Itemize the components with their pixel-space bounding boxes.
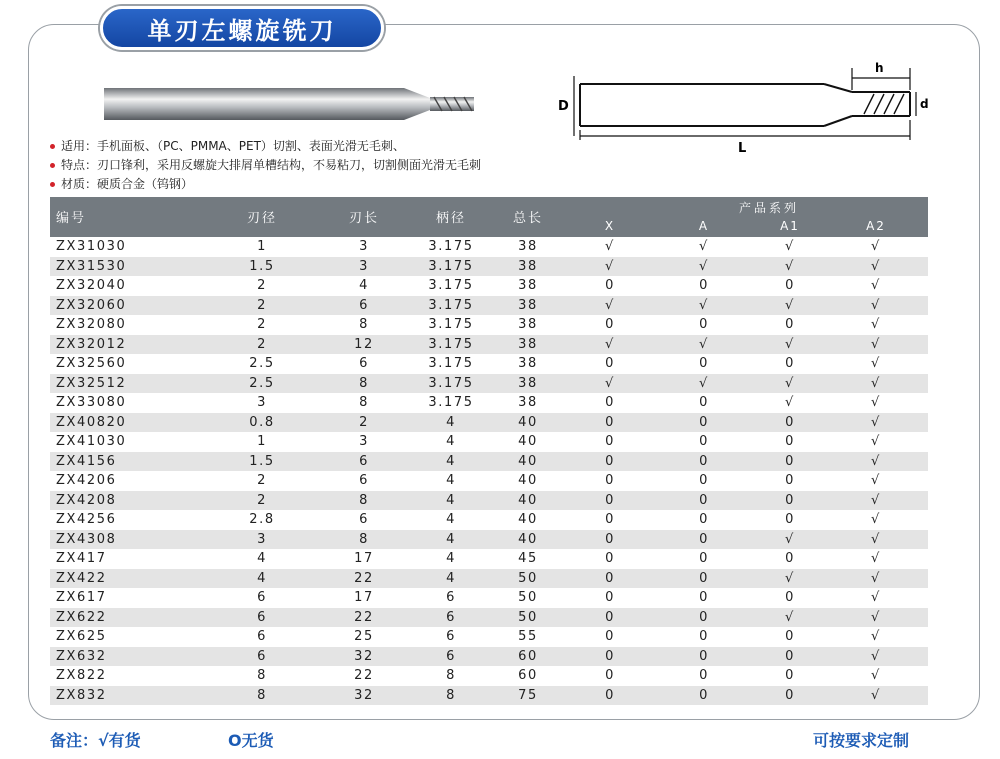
table-cell: 55 [518,629,538,644]
table-row [50,276,928,296]
table-cell: 3 [257,395,267,410]
header-shank-diameter: 柄径 [435,211,466,226]
table-cell: 0 [699,356,709,371]
table-row [50,257,928,277]
table-cell: 4 [446,492,456,508]
table-cell: 0 [699,648,709,664]
table-cell: 0 [785,551,795,566]
table-cell: 60 [518,668,538,683]
table-cell: 2 [257,336,267,352]
end-mill-dimension-diagram [552,56,942,156]
table-cell: 8 [359,492,369,508]
table-row [50,354,928,374]
table-cell: 3 [359,258,369,274]
table-cell: 0.8 [249,414,275,430]
table-cell: 0 [605,531,615,547]
table-cell: 0 [785,278,795,293]
table-cell: √ [871,317,881,332]
table-row [50,510,928,530]
table-body [50,237,928,705]
table-cell: 22 [354,668,374,683]
table-cell: 0 [785,356,795,371]
table-cell: 0 [605,317,615,332]
table-cell: √ [871,590,881,605]
table-cell: ZX832 [56,687,107,703]
table-cell: 4 [446,512,456,527]
table-cell: 0 [699,317,709,332]
table-cell: 50 [518,590,538,605]
table-cell: 8 [359,531,369,547]
table-cell: ZX632 [56,648,107,664]
table-row [50,608,928,628]
table-cell: √ [871,258,881,274]
table-cell: 38 [518,278,538,293]
table-cell: √ [871,239,881,254]
table-cell: √ [785,336,795,352]
header-product-series: 产品系列 [738,201,799,215]
table-cell: 0 [785,453,795,469]
table-cell: 50 [518,609,538,625]
table-cell: 8 [446,668,456,683]
table-cell: √ [871,356,881,371]
table-cell: 0 [605,453,615,469]
table-cell: 0 [699,473,709,488]
table-cell: 38 [518,356,538,371]
table-cell: 3.175 [428,375,474,391]
header-series-a: A [698,219,710,233]
table-cell: √ [699,258,709,274]
table-cell: 8 [359,395,369,410]
table-cell: 38 [518,297,538,313]
table-cell: √ [871,512,881,527]
table-cell: 2 [257,317,267,332]
table-cell: 0 [605,473,615,488]
bullet-icon [50,163,55,168]
header-series-a1: A1 [780,219,800,233]
legend-out-of-stock: O无货 [228,731,274,750]
table-cell: 4 [446,531,456,547]
table-cell: 0 [785,648,795,664]
header-code: 编号 [56,211,87,226]
table-cell: 60 [518,648,538,664]
table-cell: 3.175 [428,297,474,313]
table-cell: 0 [699,551,709,566]
table-cell: 4 [446,453,456,469]
table-cell: 3 [359,434,369,449]
table-cell: 0 [605,687,615,703]
table-cell: 17 [354,551,374,566]
table-cell: 25 [354,629,374,644]
table-row [50,452,928,472]
table-cell: 6 [359,512,369,527]
table-row [50,627,928,647]
label-flute-length: h [875,61,884,75]
table-cell: 3.175 [428,395,474,410]
table-cell: 0 [785,629,795,644]
table-cell: ZX32512 [56,375,127,391]
table-cell: √ [785,239,795,254]
table-cell: 38 [518,336,538,352]
table-cell: 0 [605,492,615,508]
table-cell: 2 [257,473,267,488]
table-cell: 0 [785,434,795,449]
table-cell: 0 [605,590,615,605]
table-cell: 0 [699,414,709,430]
table-cell: ZX32012 [56,336,127,352]
table-cell: 6 [359,297,369,313]
table-cell: √ [785,297,795,313]
table-row [50,530,928,550]
table-cell: √ [871,629,881,644]
table-cell: 4 [446,434,456,449]
table-cell: 4 [446,414,456,430]
table-cell: ZX32560 [56,356,127,371]
table-cell: 0 [785,414,795,430]
table-cell: 6 [446,629,456,644]
table-cell: 0 [699,512,709,527]
table-cell: ZX41030 [56,434,127,449]
table-cell: 4 [446,473,456,488]
table-cell: 12 [354,336,374,352]
table-cell: ZX32040 [56,278,127,293]
table-cell: 8 [257,668,267,683]
table-cell: 6 [257,629,267,644]
table-cell: 40 [518,512,538,527]
table-row [50,315,928,335]
table-cell: √ [785,258,795,274]
table-cell: 0 [785,668,795,683]
table-cell: 3.175 [428,336,474,352]
table-cell: ZX31530 [56,258,127,274]
spec-table [50,197,928,705]
table-cell: 40 [518,473,538,488]
table-cell: 0 [699,668,709,683]
table-cell: 4 [257,570,267,586]
table-cell: 0 [699,687,709,703]
table-cell: 45 [518,551,538,566]
header-series-x: X [604,219,616,233]
table-cell: 17 [354,590,374,605]
table-cell: 32 [354,687,374,703]
header-overall-length: 总长 [512,211,543,226]
table-cell: 3.175 [428,317,474,332]
table-row [50,549,928,569]
table-cell: ZX40820 [56,414,127,430]
table-cell: 6 [257,590,267,605]
table-cell: √ [605,375,615,391]
bullet-icon [50,144,55,149]
table-row [50,491,928,511]
table-cell: 0 [699,453,709,469]
table-cell: 3 [257,531,267,547]
table-cell: 6 [446,609,456,625]
table-cell: 38 [518,258,538,274]
label-shank-diameter: D [558,99,569,114]
table-cell: 8 [359,375,369,391]
table-cell: 2 [257,297,267,313]
table-cell: √ [871,570,881,586]
table-cell: 6 [257,609,267,625]
table-cell: 0 [785,687,795,703]
header-cutting-diameter: 刃径 [246,211,277,226]
table-cell: √ [699,239,709,254]
table-cell: ZX622 [56,609,107,625]
table-cell: √ [871,473,881,488]
table-cell: 8 [257,687,267,703]
table-cell: 3.175 [428,278,474,293]
table-cell: 6 [359,473,369,488]
table-cell: √ [785,395,795,410]
table-cell: 38 [518,317,538,332]
table-cell: 2.8 [249,512,275,527]
table-cell: 3 [359,239,369,254]
note-features: 特点：刃口锋利，采用反螺旋大排屑单槽结构，不易粘刀，切割侧面光滑无毛刺 [50,156,481,175]
table-cell: 0 [699,434,709,449]
bullet-icon [50,182,55,187]
table-cell: 0 [699,492,709,508]
table-row [50,588,928,608]
table-row [50,296,928,316]
end-mill-photo [100,82,480,126]
table-row [50,335,928,355]
table-cell: ZX4206 [56,473,117,488]
table-cell: 38 [518,395,538,410]
table-cell: 22 [354,609,374,625]
table-cell: 6 [359,356,369,371]
table-cell: 0 [605,356,615,371]
table-cell: √ [605,258,615,274]
table-row [50,237,928,257]
table-cell: 0 [785,492,795,508]
label-overall-length: L [738,141,747,156]
table-cell: √ [605,336,615,352]
table-row [50,686,928,706]
table-cell: 2.5 [249,356,275,371]
table-cell: ZX617 [56,590,107,605]
table-cell: 4 [359,278,369,293]
table-cell: √ [871,336,881,352]
table-header [50,197,928,237]
table-cell: ZX4208 [56,492,117,508]
table-row [50,647,928,667]
table-cell: 40 [518,531,538,547]
table-cell: 2 [257,492,267,508]
table-cell: 6 [446,648,456,664]
table-cell: 0 [699,395,709,410]
table-cell: √ [785,375,795,391]
table-cell: 8 [446,687,456,703]
table-row [50,413,928,433]
table-cell: 40 [518,414,538,430]
product-notes [50,137,481,194]
table-cell: ZX625 [56,629,107,644]
table-cell: √ [871,609,881,625]
table-cell: 3.175 [428,239,474,254]
table-cell: 2.5 [249,375,275,391]
header-series-a2: A2 [866,219,886,233]
table-cell: √ [785,531,795,547]
table-cell: 32 [354,648,374,664]
table-cell: √ [871,395,881,410]
table-cell: √ [605,297,615,313]
table-cell: √ [785,570,795,586]
table-cell: √ [699,336,709,352]
table-cell: 0 [605,570,615,586]
label-cutting-diameter: d [920,97,929,111]
table-cell: 1 [257,434,267,449]
table-cell: 3.175 [428,258,474,274]
table-cell: ZX417 [56,551,107,566]
table-cell: 0 [605,629,615,644]
table-cell: 0 [785,512,795,527]
table-cell: 0 [785,317,795,332]
table-cell: 6 [359,453,369,469]
table-cell: 50 [518,570,538,586]
table-cell: 0 [785,590,795,605]
table-cell: 2 [359,414,369,430]
table-cell: 0 [785,473,795,488]
table-cell: ZX822 [56,668,107,683]
table-cell: √ [871,434,881,449]
table-cell: ZX31030 [56,239,127,254]
table-cell: ZX4308 [56,531,117,547]
table-cell: √ [605,239,615,254]
table-cell: 0 [605,551,615,566]
table-cell: √ [871,414,881,430]
table-cell: 1.5 [249,453,275,469]
table-cell: 0 [699,278,709,293]
table-cell: ZX32060 [56,297,127,313]
table-cell: 0 [605,512,615,527]
table-cell: ZX4156 [56,453,117,469]
table-cell: ZX422 [56,570,107,586]
table-cell: 40 [518,453,538,469]
table-cell: √ [871,453,881,469]
table-cell: 0 [605,609,615,625]
table-cell: 2 [257,278,267,293]
table-cell: √ [871,551,881,566]
table-cell: 0 [605,414,615,430]
table-cell: 6 [446,590,456,605]
table-cell: √ [871,687,881,703]
table-cell: 40 [518,492,538,508]
legend-in-stock: 备注：√有货 [50,731,141,750]
table-cell: 3.175 [428,356,474,371]
table-cell: 1 [257,239,267,254]
table-cell: 0 [699,531,709,547]
table-cell: √ [785,609,795,625]
table-cell: √ [871,278,881,293]
table-cell: √ [871,492,881,508]
table-cell: 38 [518,239,538,254]
table-row [50,374,928,394]
table-cell: 0 [605,434,615,449]
header-cutting-length: 刃长 [348,211,379,226]
table-row [50,569,928,589]
table-cell: 8 [359,317,369,332]
page-title: 单刃左螺旋铣刀 [100,6,384,50]
table-cell: 0 [699,590,709,605]
table-cell: 4 [446,551,456,566]
table-cell: 0 [605,668,615,683]
table-cell: 0 [605,278,615,293]
custom-order-note: 可按要求定制 [813,731,910,750]
table-cell: 75 [518,687,538,703]
table-cell: 0 [605,395,615,410]
table-cell: 0 [605,648,615,664]
table-cell: 0 [699,609,709,625]
table-cell: 38 [518,375,538,391]
note-material: 材质：硬质合金（钨钢） [50,175,481,194]
table-cell: 6 [257,648,267,664]
table-row [50,471,928,491]
table-cell: √ [871,648,881,664]
table-cell: ZX33080 [56,395,127,410]
table-row [50,666,928,686]
table-cell: 40 [518,434,538,449]
table-row [50,432,928,452]
table-cell: 0 [699,629,709,644]
note-application: 适用：手机面板、（PC、PMMA、PET）切割、表面光滑无毛刺、 [50,137,481,156]
table-cell: √ [699,375,709,391]
table-cell: 4 [446,570,456,586]
table-cell: 22 [354,570,374,586]
table-cell: 4 [257,551,267,566]
table-cell: √ [871,297,881,313]
table-cell: √ [871,531,881,547]
table-row [50,393,928,413]
table-cell: √ [871,668,881,683]
table-cell: 1.5 [249,258,275,274]
table-cell: 0 [699,570,709,586]
table-cell: √ [699,297,709,313]
table-cell: ZX32080 [56,317,127,332]
table-cell: ZX4256 [56,512,117,527]
table-cell: √ [871,375,881,391]
